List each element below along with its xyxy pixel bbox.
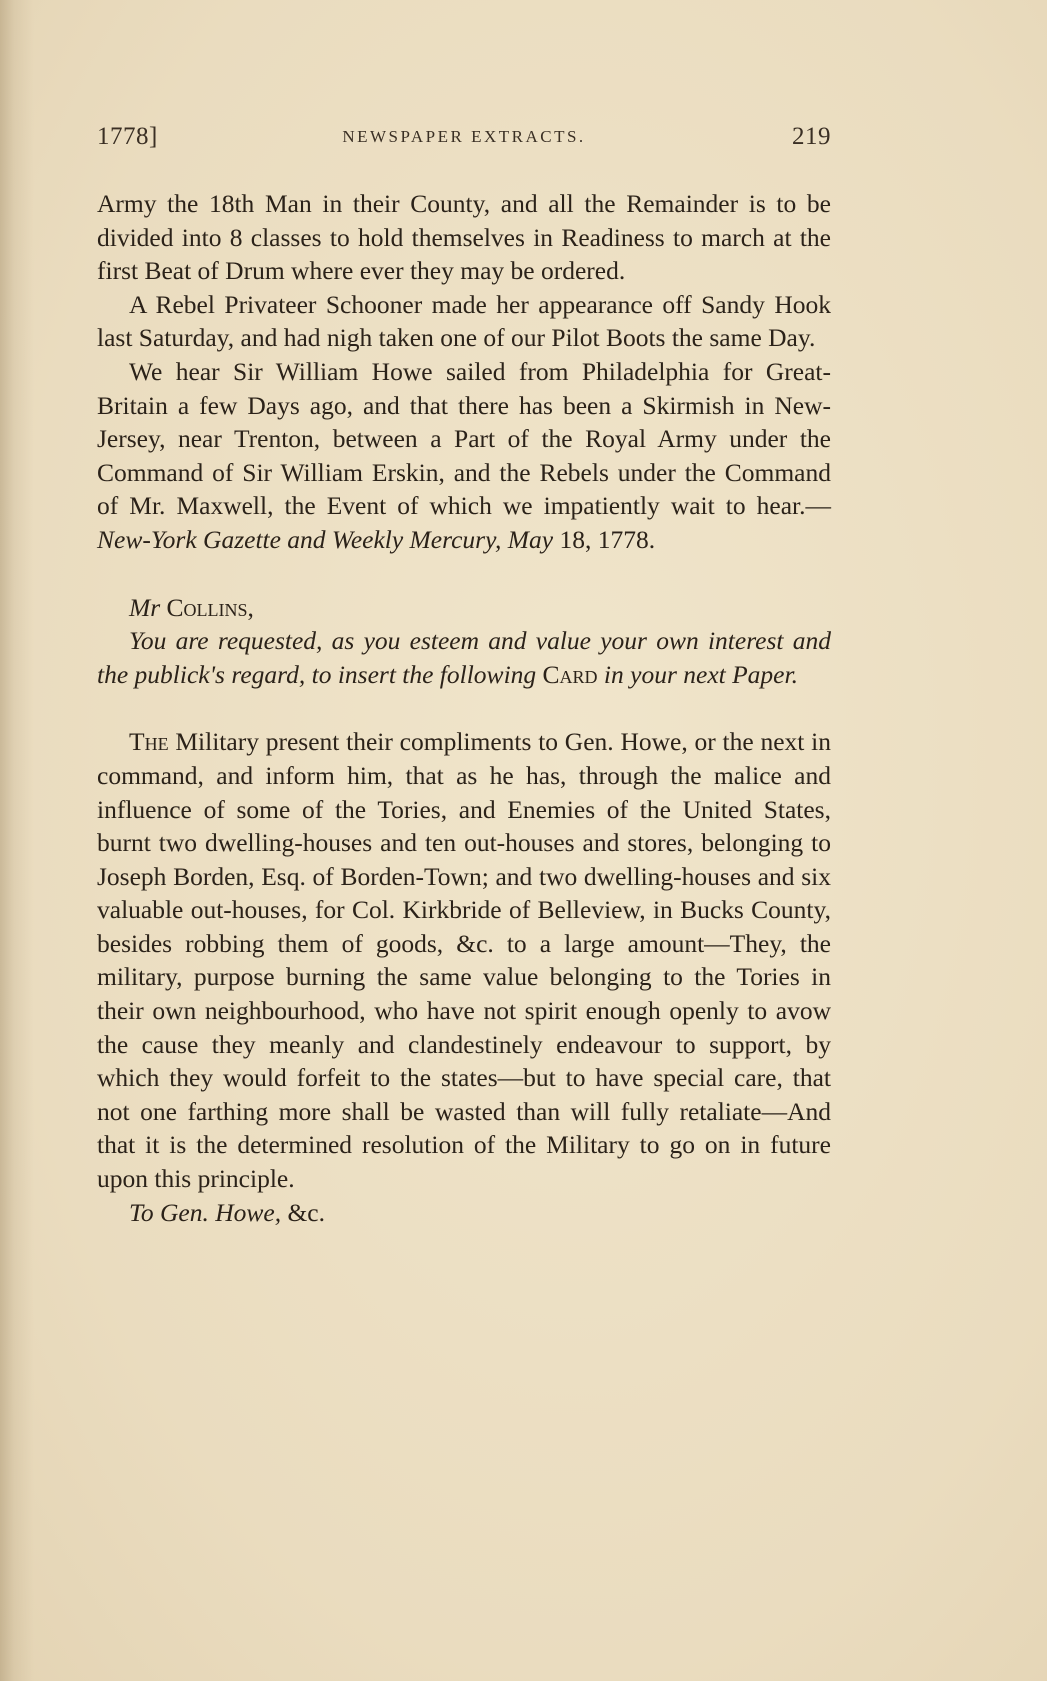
- paragraph-1: Army the 18th Man in their County, and all the Remainder is to be divided into 8 classes to hold themselves in Readiness to march at the first Beat of Drum where ever they may be ordered.: [97, 189, 831, 286]
- header-year: 1778]: [97, 123, 158, 150]
- letter-request: [97, 624, 831, 691]
- source-date: 18, 1778.: [553, 524, 656, 554]
- page-number: 219: [792, 123, 831, 150]
- card-opening: The: [129, 727, 169, 757]
- card-paragraph: [97, 725, 831, 1195]
- section-gap: [97, 691, 831, 725]
- page-body: [97, 187, 831, 1229]
- salutation-mr: Mr: [129, 592, 161, 622]
- paragraph-3: [97, 355, 831, 557]
- request-card: Card: [542, 659, 598, 689]
- closing-etc: &c.: [281, 1197, 325, 1227]
- salutation-name: Collins,: [166, 592, 254, 622]
- paragraph-3-text: We hear Sir William Howe sailed from Philadelphia for Great-Britain a few Days ago, and that there has been a Skirmish in New-Jersey, near Trenton, between a Part of the Royal Army under the Command of Sir William Erskin, and the Rebels under the Command of Mr. Maxwell, the Event of which we impatiently wait to hear.—: [97, 356, 831, 521]
- closing-to: To Gen. Howe,: [129, 1197, 282, 1227]
- running-header: [97, 123, 831, 157]
- source-citation: New-York Gazette and Weekly Mercury, May: [97, 524, 554, 554]
- paragraph-2: A Rebel Privateer Schooner made her appearance off Sandy Hook last Saturday, and had nigh taken one of our Pilot Boots the same Day.: [97, 289, 831, 353]
- request-text-end: in your next Paper.: [603, 659, 798, 689]
- card-text: Military present their compliments to Gen. Howe, or the next in command, and inform him, that as he has, through the malice and influence of some of the Tories, and Enemies of the United States, burnt two dwelling-houses and ten out-houses and stores, belonging to Joseph Borden, Esq. of Borden-Town; and two dwelling-houses and six valuable out-houses, for Col. Kirkbride of Belleview, in Bucks County, besides robbing them of goods, &c. to a large amount—They, the military, purpose burning the same value belonging to the Tories in their own neighbourhood, who have not spirit enough openly to avow the cause they meanly and clandestinely endeavour to support, by which they would forfeit to the states—but to have special care, that not one farthing more shall be wasted than will fully retaliate—And that it is the determined resolution of the Military to go on in future upon this principle.: [97, 727, 832, 1194]
- card-closing: [97, 1196, 831, 1230]
- letter-salutation: [97, 591, 831, 625]
- section-gap: [97, 557, 831, 591]
- header-title: NEWSPAPER EXTRACTS.: [342, 127, 586, 146]
- request-text: You are requested, as you esteem and value your own interest and the publick's regard, to insert the following: [97, 626, 831, 689]
